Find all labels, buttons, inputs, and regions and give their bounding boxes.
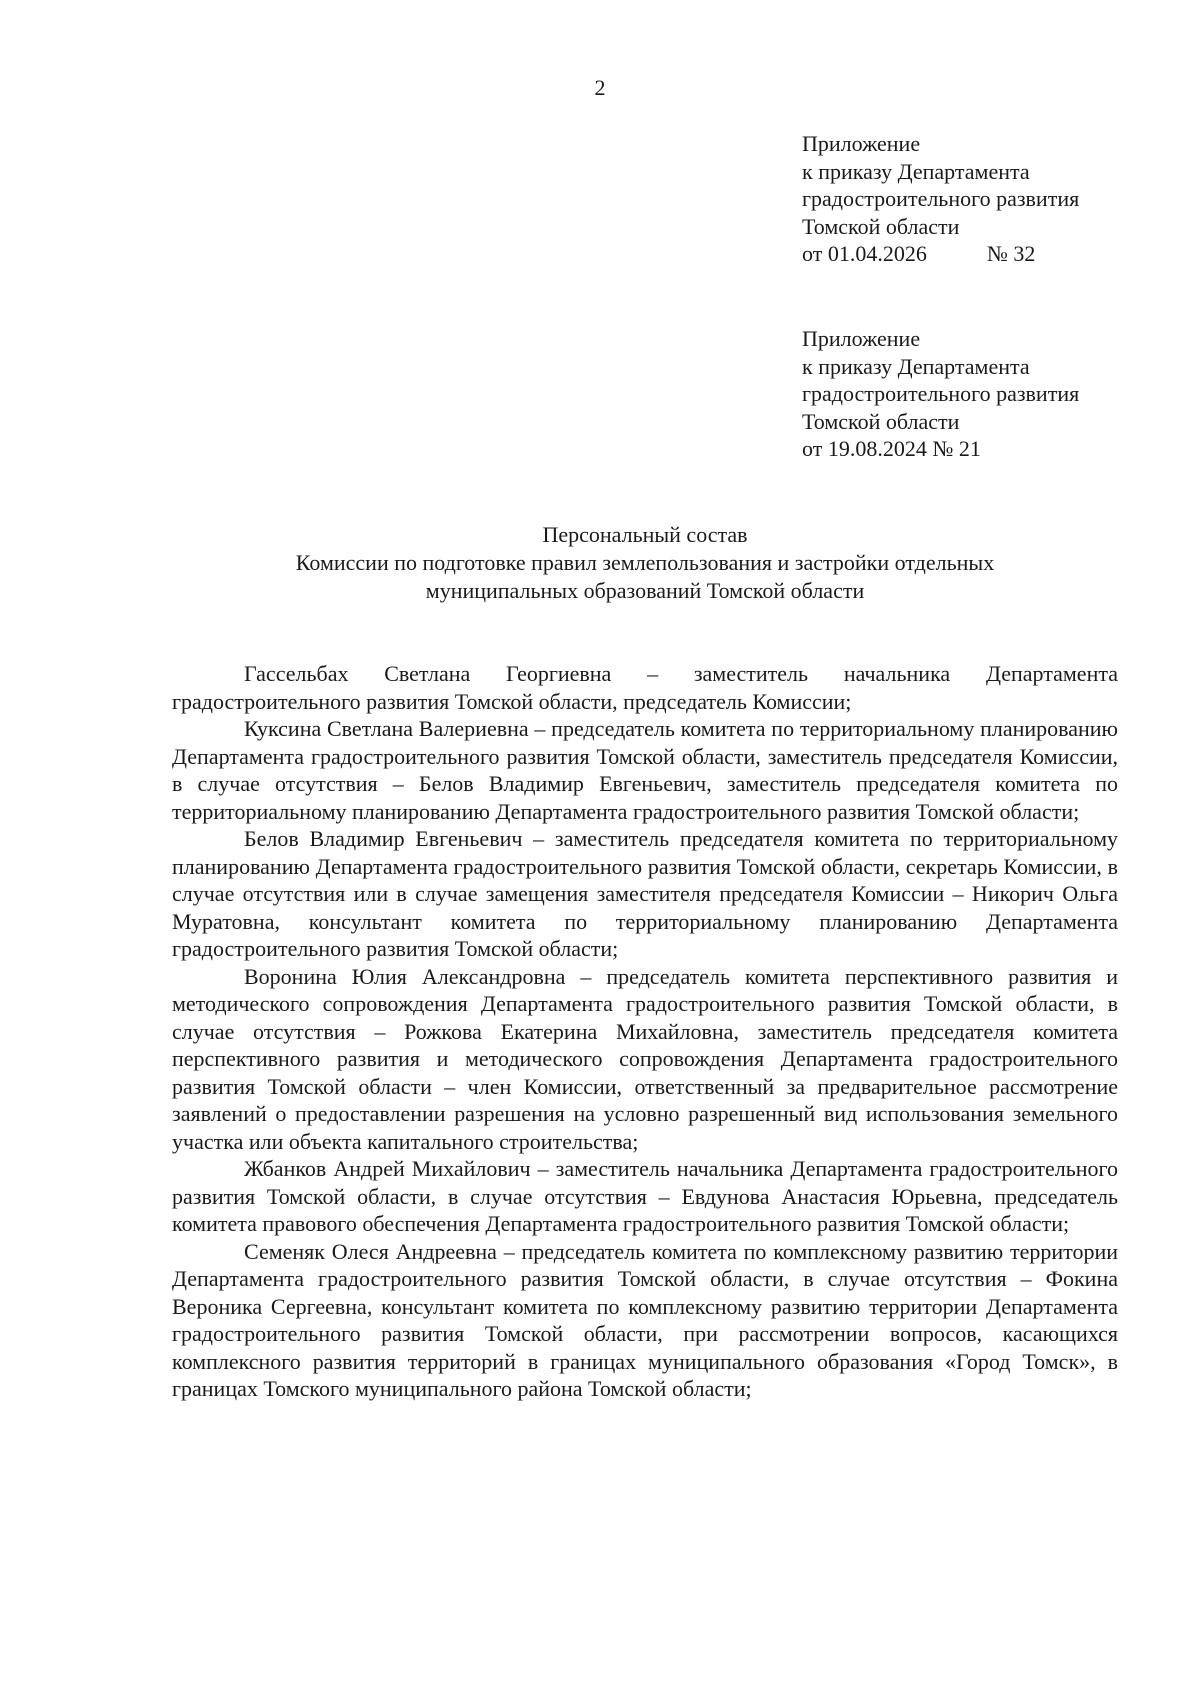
document-heading bbox=[172, 521, 1118, 605]
appendix-line: Томской области bbox=[802, 213, 960, 239]
member-paragraph: Гассельбах Светлана Георгиевна – заместитель начальника Департамента градостроительного развития Томской области, председатель Комиссии; bbox=[172, 661, 1118, 714]
member-paragraph: Жбанков Андрей Михайлович – заместитель начальника Департамента градостроительного развития Томской области, в случае отсутствия – Евдунова Анастасия Юрьевна, председатель комитета правового обеспечения Департамента градостроительного развития Томской области; bbox=[172, 1156, 1118, 1236]
member-paragraph: Белов Владимир Евгеньевич – заместитель председателя комитета по территориальному планированию Департамента градостроительного развития Томской области, секретарь Комиссии, в случае отсутствия или в случае замещения заместителя председателя Комиссии – Никорич Ольга Муратовна, консультант комитета по территориальному планированию Департамента градостроительного развития Томской области; bbox=[172, 826, 1118, 961]
order-date: от 01.04.2026 bbox=[802, 241, 927, 266]
appendix-line: к приказу Департамента bbox=[802, 158, 1030, 184]
appendix-line: к приказу Департамента bbox=[802, 353, 1030, 379]
member-paragraph: Куксина Светлана Валериевна – председатель комитета по территориальному планированию Департамента градостроительного развития Томской области, заместитель председателя Комиссии, в случае отсутствия – Белов Владимир Евгеньевич, заместитель председателя комитета по территориальному планированию Департамента градостроительного развития Томской области; bbox=[172, 716, 1118, 824]
appendix-current-block bbox=[802, 130, 1162, 268]
member-paragraph: Воронина Юлия Александровна – председатель комитета перспективного развития и методического сопровождения Департамента градостроительного развития Томской области, в случае отсутствия – Рожкова Екатерина Михайловна, заместитель председателя комитета перспективного развития и методического сопровождения Департамента градостроительного развития Томской области – член Комиссии, ответственный за предварительное рассмотрение заявлений о предоставлении разрешения на условно разрешенный вид использования земельного участка или объекта капитального строительства; bbox=[172, 963, 1118, 1154]
appendix-line: градостроительного развития bbox=[802, 186, 1080, 211]
order-number: № 32 bbox=[986, 241, 1036, 266]
appendix-line: Приложение bbox=[802, 326, 921, 351]
appendix-line: Приложение bbox=[802, 131, 921, 156]
heading-line: муниципальных образований Томской области bbox=[425, 578, 865, 603]
appendix-line: Томской области bbox=[802, 408, 960, 434]
appendix-line: градостроительного развития bbox=[802, 381, 1080, 406]
member-paragraph: Семеняк Олеся Андреевна – председатель комитета по комплексному развитию территории Департамента градостроительного развития Томской области, в случае отсутствия – Фокина Вероника Сергеевна, консультант комитета по комплексному развитию территории Департамента градостроительного развития Томской области, при рассмотрении вопросов, касающихся комплексного развития территорий в границах муниципального образования «Город Томск», в границах Томского муниципального района Томской области; bbox=[172, 1238, 1118, 1401]
page-number: 2 bbox=[594, 75, 606, 100]
heading-line: Персональный состав bbox=[542, 522, 748, 547]
appendix-order-line bbox=[802, 240, 1162, 268]
heading-line: Комиссии по подготовке правил землепользования и застройки отдельных bbox=[295, 550, 995, 575]
appendix-previous-block bbox=[802, 325, 1162, 463]
appendix-line: от 19.08.2024 № 21 bbox=[802, 436, 981, 461]
commission-member-list bbox=[172, 660, 1118, 1403]
